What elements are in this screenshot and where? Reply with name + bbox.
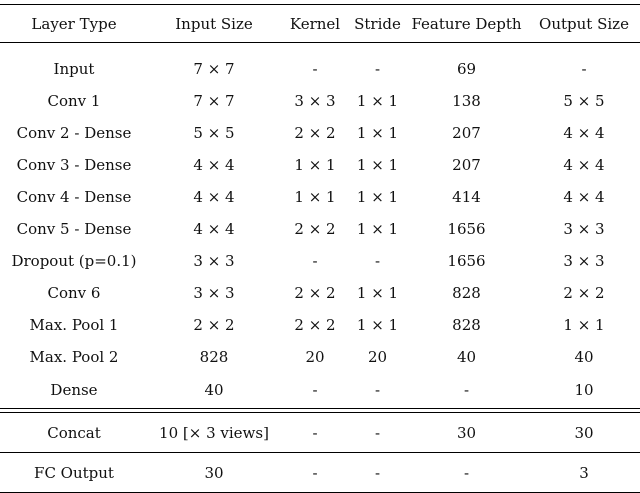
table-cell: 4 × 4 — [193, 155, 235, 174]
table-cell: 2 × 2 — [294, 123, 336, 142]
header-row — [0, 5, 640, 43]
table-cell: - — [350, 413, 405, 453]
table-cell: 4 × 4 — [563, 123, 605, 142]
table-cell: 7 × 7 — [193, 91, 235, 110]
table-row — [0, 413, 640, 453]
header-output-size: Output Size — [528, 5, 640, 43]
table-cell: 828 — [452, 315, 481, 334]
table-cell: 2 × 2 — [294, 315, 336, 334]
table-cell: 4 × 4 — [193, 187, 235, 206]
table-cell: Conv 5 - Dense — [16, 219, 132, 238]
table-cell: 414 — [452, 187, 481, 206]
table-cell: 1 × 1 — [356, 219, 399, 238]
table-row — [0, 85, 640, 117]
table-cell: 3 × 3 — [563, 219, 605, 238]
table-row — [0, 117, 640, 149]
table-row — [0, 245, 640, 277]
table-cell: - — [280, 453, 350, 493]
table-cell: 3 × 3 — [193, 283, 235, 302]
header-feature-depth: Feature Depth — [405, 5, 528, 43]
table-cell: 20 — [367, 347, 388, 366]
table-cell: 10 — [528, 373, 640, 409]
table-cell: 1 × 1 — [563, 315, 605, 334]
table-cell: 3 × 3 — [294, 91, 336, 110]
table-cell: 4 × 4 — [563, 187, 605, 206]
table-cell: 828 — [199, 347, 229, 366]
table-cell: Dense — [0, 373, 148, 409]
table-cell: Conv 6 — [47, 283, 101, 302]
table-cell: 4 × 4 — [563, 155, 605, 174]
table-cell: - — [280, 373, 350, 409]
table-cell: 4 × 4 — [193, 219, 235, 238]
table-cell: 138 — [452, 91, 481, 110]
table-cell: 1656 — [447, 251, 486, 270]
table-cell: 1 × 1 — [356, 283, 399, 302]
table-cell: 2 × 2 — [294, 219, 336, 238]
table-row — [0, 373, 640, 409]
table-cell: 2 × 2 — [563, 283, 605, 302]
table-row — [0, 181, 640, 213]
table-cell: 20 — [305, 347, 325, 366]
table-cell: 30 — [405, 413, 528, 453]
table-cell: - — [374, 59, 381, 78]
table-cell: Dropout (p=0.1) — [11, 251, 137, 270]
layer-table — [0, 4, 640, 493]
table-cell: 1 × 1 — [356, 123, 399, 142]
table-cell: 7 × 7 — [193, 59, 235, 78]
header-stride: Stride — [350, 5, 405, 43]
table-cell: - — [374, 251, 381, 270]
table-cell: 2 × 2 — [294, 283, 336, 302]
table-cell: 1 × 1 — [356, 187, 399, 206]
table-row — [0, 213, 640, 245]
table-body-output — [0, 453, 640, 493]
table-cell: 5 × 5 — [563, 91, 605, 110]
table-cell: 828 — [452, 283, 481, 302]
table-cell: Conv 2 - Dense — [16, 123, 132, 142]
table-cell: - — [405, 453, 528, 493]
table-cell: - — [350, 453, 405, 493]
table-cell: 40 — [574, 347, 594, 366]
table-cell: 1 × 1 — [356, 315, 399, 334]
table-cell: - — [280, 413, 350, 453]
table-cell: Concat — [0, 413, 148, 453]
table-cell: Input — [53, 59, 95, 78]
table-cell: 40 — [456, 347, 477, 366]
table-row — [0, 277, 640, 309]
table-cell: - — [405, 373, 528, 409]
header-layer-type: Layer Type — [0, 5, 148, 43]
table-row — [0, 341, 640, 373]
header-kernel: Kernel — [280, 5, 350, 43]
table-cell: FC Output — [0, 453, 148, 493]
table-row — [0, 149, 640, 181]
table-cell: 207 — [452, 123, 481, 142]
table-cell: 5 × 5 — [193, 123, 235, 142]
table-cell: 30 — [148, 453, 280, 493]
table-cell: Max. Pool 2 — [29, 347, 119, 366]
table-body-concat — [0, 413, 640, 453]
table-cell: 10 [× 3 views] — [148, 413, 280, 453]
table-row — [0, 43, 640, 85]
table-cell: - — [312, 59, 318, 78]
table-cell: - — [350, 373, 405, 409]
table-cell: Conv 4 - Dense — [16, 187, 132, 206]
table-cell: 40 — [148, 373, 280, 409]
table-body-layers — [0, 43, 640, 409]
table-row — [0, 453, 640, 493]
table-cell: Max. Pool 1 — [29, 315, 119, 334]
header-input-size: Input Size — [148, 5, 280, 43]
table-cell: 69 — [456, 59, 477, 78]
table-cell: 1 × 1 — [356, 155, 399, 174]
table-cell: 1 × 1 — [356, 91, 399, 110]
table-cell: Conv 1 — [47, 91, 101, 110]
table-cell: 3 — [528, 453, 640, 493]
table-cell: - — [581, 59, 587, 78]
table-cell: - — [312, 251, 318, 270]
table-cell: 30 — [528, 413, 640, 453]
table-cell: 207 — [452, 155, 481, 174]
table-cell: 1656 — [447, 219, 486, 238]
table-cell: 1 × 1 — [294, 155, 336, 174]
table-cell: 3 × 3 — [563, 251, 605, 270]
table-cell: 2 × 2 — [193, 315, 235, 334]
table-cell: 3 × 3 — [193, 251, 235, 270]
table-row — [0, 309, 640, 341]
table-cell: Conv 3 - Dense — [16, 155, 132, 174]
table-cell: 1 × 1 — [294, 187, 336, 206]
